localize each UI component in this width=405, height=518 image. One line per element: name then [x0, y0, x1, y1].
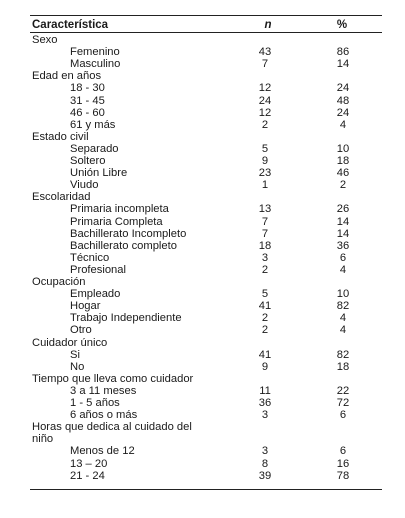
- count-cell: 2: [261, 324, 269, 337]
- count-cell: 39: [258, 469, 272, 482]
- category-label: niño: [32, 433, 54, 446]
- table-row: [30, 143, 382, 155]
- percent-cell: 14: [336, 58, 350, 71]
- row-label: 18 - 30: [70, 82, 105, 95]
- category-label: Escolaridad: [32, 191, 91, 204]
- row-label: Unión Libre: [70, 167, 128, 180]
- count-cell: 3: [261, 409, 269, 422]
- table-row: [30, 445, 382, 457]
- row-label: Soltero: [70, 155, 106, 167]
- category-label: Ocupación: [32, 276, 86, 288]
- count-cell: 43: [258, 46, 272, 59]
- table-row: [30, 252, 382, 264]
- row-label: Profesional: [70, 263, 126, 276]
- table-row: [30, 119, 382, 131]
- table-row: [30, 458, 382, 470]
- category-label: Sexo: [32, 34, 58, 46]
- table-row: [30, 300, 382, 312]
- row-label: Bachillerato Incompleto: [70, 227, 187, 240]
- percent-cell: 78: [336, 469, 350, 482]
- table-row: [30, 179, 382, 191]
- table-row: [30, 409, 382, 421]
- count-cell: 3: [261, 445, 269, 458]
- count-cell: 24: [258, 94, 272, 107]
- row-label: Técnico: [70, 251, 110, 264]
- table-row: [30, 349, 382, 361]
- row-label: 31 - 45: [70, 94, 105, 107]
- row-label: Bachillerato completo: [70, 239, 177, 252]
- row-label: Masculino: [70, 58, 121, 71]
- percent-cell: 24: [336, 106, 350, 119]
- percent-cell: 14: [336, 215, 350, 228]
- category-label: Cuidador único: [32, 336, 108, 349]
- table-row: [30, 264, 382, 276]
- category-row: [30, 421, 382, 433]
- count-cell: 41: [258, 348, 272, 361]
- percent-cell: 82: [336, 300, 350, 313]
- header-characteristic: Característica: [32, 19, 109, 31]
- category-row: [30, 337, 382, 349]
- percent-cell: 14: [336, 227, 350, 240]
- row-label: 61 y más: [70, 118, 116, 131]
- percent-cell: 6: [339, 445, 347, 458]
- table-header-row: [30, 18, 382, 32]
- count-cell: 41: [258, 300, 272, 313]
- percent-cell: 6: [339, 251, 347, 264]
- table-header-rule: [30, 32, 382, 33]
- table-top-rule: [30, 15, 382, 16]
- table-row: [30, 95, 382, 107]
- count-cell: 3: [261, 251, 269, 264]
- row-label: 6 años o más: [70, 409, 138, 422]
- table-row: [30, 228, 382, 240]
- percent-cell: 48: [336, 94, 350, 107]
- percent-cell: 36: [336, 239, 350, 252]
- percent-cell: 4: [339, 324, 347, 337]
- table-row: [30, 155, 382, 167]
- percent-cell: 4: [339, 263, 347, 276]
- percent-cell: 6: [339, 409, 347, 422]
- table-row: [30, 288, 382, 300]
- count-cell: 2: [261, 312, 269, 325]
- row-label: 21 - 24: [70, 469, 105, 482]
- table-row: [30, 397, 382, 409]
- count-cell: 12: [258, 106, 272, 119]
- row-label: Separado: [70, 142, 119, 155]
- count-cell: 23: [258, 167, 272, 180]
- table-row: [30, 312, 382, 324]
- category-row: [30, 34, 382, 46]
- table-bottom-rule: [30, 489, 382, 490]
- row-label: Si: [70, 348, 80, 361]
- row-label: 13 – 20: [70, 457, 108, 470]
- percent-cell: 4: [339, 312, 347, 325]
- row-label: Primaria incompleta: [70, 203, 169, 216]
- percent-cell: 10: [336, 142, 350, 155]
- table-row: [30, 470, 382, 482]
- count-cell: 7: [261, 58, 269, 71]
- row-label: Femenino: [70, 46, 120, 59]
- count-cell: 12: [258, 82, 272, 95]
- count-cell: 1: [261, 179, 269, 192]
- table-row: [30, 385, 382, 397]
- row-label: 3 a 11 meses: [70, 384, 137, 397]
- count-cell: 9: [261, 360, 269, 373]
- row-label: Trabajo Independiente: [70, 312, 182, 325]
- category-row: [30, 373, 382, 385]
- count-cell: 5: [261, 142, 269, 155]
- count-cell: 36: [258, 397, 272, 409]
- count-cell: 18: [258, 239, 272, 252]
- percent-cell: 82: [336, 348, 350, 361]
- row-label: Otro: [70, 324, 92, 337]
- category-label: Horas que dedica al cuidado del: [32, 421, 192, 434]
- header-n: n: [264, 19, 272, 31]
- category-label: Edad en años: [32, 70, 102, 83]
- row-label: Menos de 12: [70, 445, 135, 458]
- percent-cell: 46: [336, 167, 350, 180]
- percent-cell: 24: [336, 82, 350, 95]
- row-label: Primaria Completa: [70, 215, 163, 228]
- row-label: 1 - 5 años: [70, 397, 120, 409]
- table-row: [30, 58, 382, 70]
- percent-cell: 10: [336, 288, 350, 301]
- percent-cell: 26: [336, 203, 350, 216]
- category-row: [30, 70, 382, 82]
- table-row: [30, 82, 382, 94]
- count-cell: 8: [261, 457, 269, 470]
- count-cell: 7: [261, 215, 269, 228]
- percent-cell: 72: [336, 397, 350, 409]
- table-row: [30, 361, 382, 373]
- category-row: [30, 276, 382, 288]
- table-row: [30, 203, 382, 215]
- percent-cell: 18: [336, 360, 350, 373]
- table-row: [30, 324, 382, 336]
- category-row: [30, 433, 382, 445]
- count-cell: 2: [261, 118, 269, 131]
- count-cell: 9: [261, 155, 269, 167]
- table-row: [30, 216, 382, 228]
- percent-cell: 2: [339, 179, 347, 192]
- table-row: [30, 46, 382, 58]
- percent-cell: 22: [336, 384, 350, 397]
- count-cell: 11: [259, 384, 271, 397]
- category-row: [30, 131, 382, 143]
- row-label: No: [70, 360, 85, 373]
- table-row: [30, 240, 382, 252]
- table-row: [30, 167, 382, 179]
- percent-cell: 86: [336, 46, 350, 59]
- count-cell: 13: [258, 203, 272, 216]
- category-row: [30, 191, 382, 203]
- count-cell: 5: [261, 288, 269, 301]
- category-label: Tiempo que lleva como cuidador: [32, 372, 194, 385]
- table-row: [30, 107, 382, 119]
- count-cell: 7: [261, 227, 269, 240]
- row-label: Empleado: [70, 288, 121, 301]
- row-label: 46 - 60: [70, 106, 105, 119]
- percent-cell: 4: [339, 118, 347, 131]
- percent-cell: 18: [336, 155, 350, 167]
- row-label: Hogar: [70, 300, 101, 313]
- header-percent: %: [336, 19, 348, 31]
- row-label: Viudo: [70, 179, 99, 192]
- category-label: Estado civil: [32, 130, 89, 143]
- percent-cell: 16: [336, 457, 350, 470]
- count-cell: 2: [261, 263, 269, 276]
